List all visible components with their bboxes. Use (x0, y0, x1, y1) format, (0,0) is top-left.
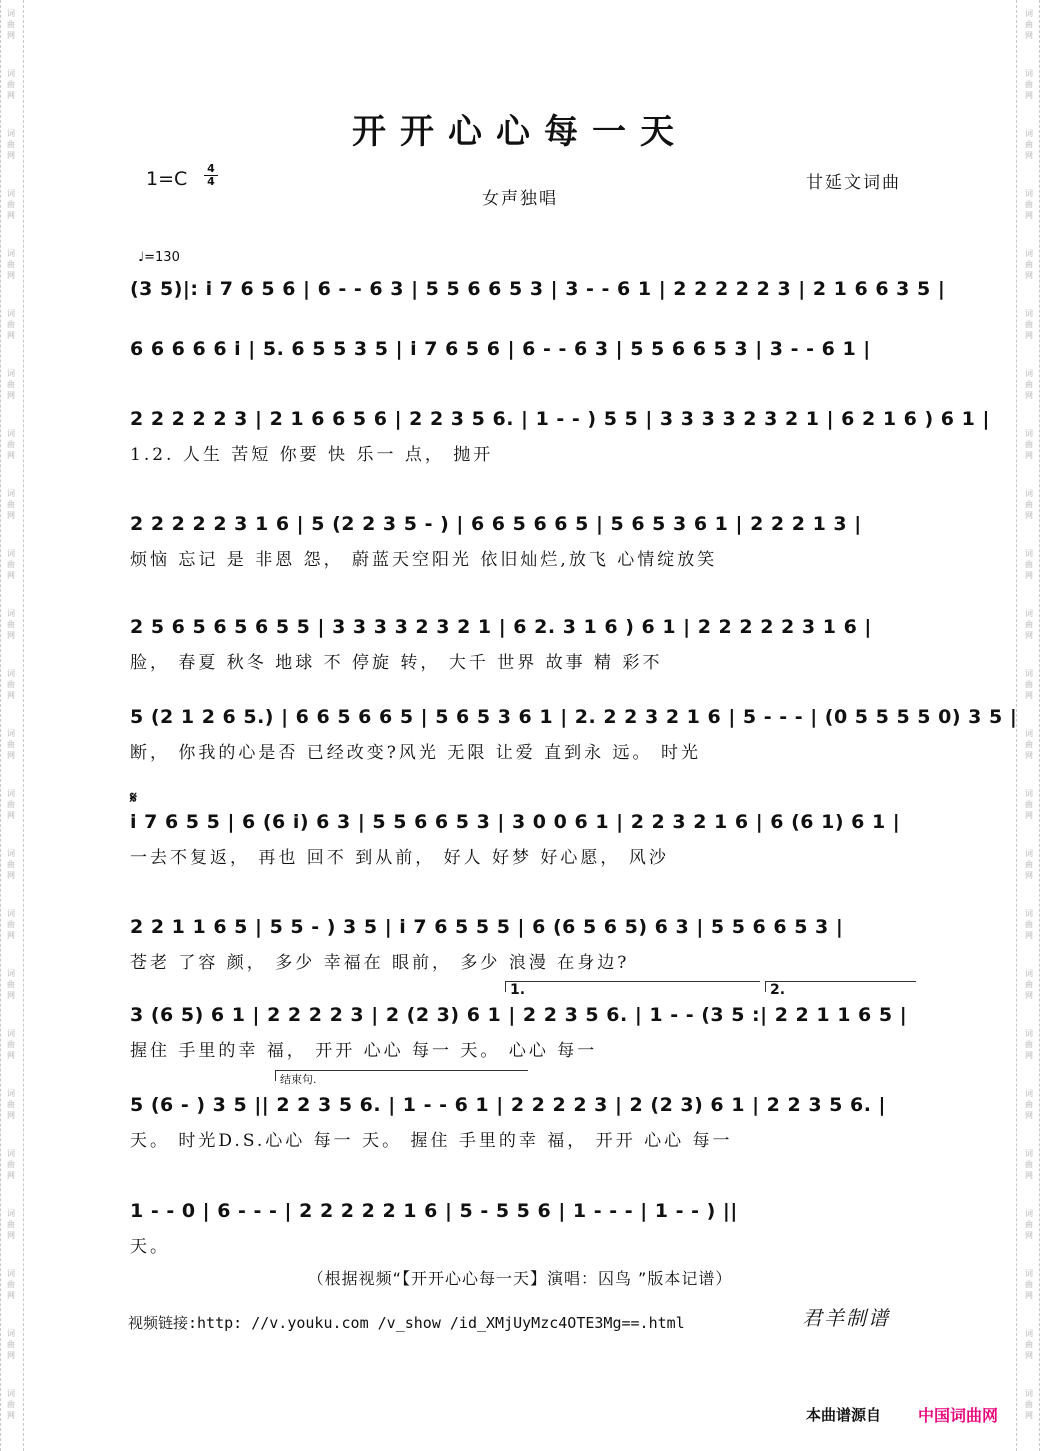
performance-type: 女声独唱 (482, 189, 558, 209)
watermark-text: 词 曲 网 (1025, 189, 1033, 220)
watermark-text: 词 曲 网 (7, 549, 15, 580)
notation-row: 2 2 2 2 2 3 1 6 | 5 (2 2 3 5 - ) | 6 6 5 6 6 5 | 5 6 5 3 6 1 | 2 2 2 1 3 | (130, 513, 862, 535)
video-link[interactable]: 视频链接:http: //v.youku.com /v_show /id_XMjUyMzc4OTE3Mg==.html (128, 1314, 685, 1332)
watermark-text: 词 曲 网 (1025, 369, 1033, 400)
watermark-text: 词 曲 网 (7, 189, 15, 220)
watermark-text: 词 曲 网 (7, 1269, 15, 1300)
watermark-text: 词 曲 网 (1025, 489, 1033, 520)
notation-row: 2 2 1 1 6 5 | 5 5 - ) 3 5 | i 7 6 5 5 5 | 6 (6 5 6 5) 6 3 | 5 5 6 6 5 3 | (130, 916, 844, 938)
watermark-text: 词 曲 网 (7, 1389, 15, 1420)
watermark-text: 词 曲 网 (7, 909, 15, 940)
watermark-text: 词 曲 网 (1025, 849, 1033, 880)
watermark-text: 词 曲 网 (1025, 549, 1033, 580)
watermark-text: 词 曲 网 (7, 1209, 15, 1240)
watermark-text: 词 曲 网 (7, 969, 15, 1000)
lyrics-row: 天。 时光D.S.心心 每一 天。 握住 手里的幸 福， 开开 心心 每一 (130, 1131, 733, 1151)
volta-first-bracket (505, 981, 760, 992)
watermark-text: 词 曲 网 (7, 309, 15, 340)
notation-row: 5 (6 - ) 3 5 || 2 2 3 5 6. | 1 - - 6 1 | 2 2 2 2 3 | 2 (2 3) 6 1 | 2 2 3 5 6. | (130, 1094, 886, 1116)
watermark-text: 词 曲 网 (1025, 1089, 1033, 1120)
volta-second-label: 2. (770, 982, 786, 998)
volta-second-bracket (765, 981, 916, 992)
transcription-note: （根据视频“【开开心心每一天】演唱：囚鸟 ”版本记谱） (307, 1269, 733, 1288)
watermark-text: 词 曲 网 (1025, 69, 1033, 100)
watermark-text: 词 曲 网 (7, 1029, 15, 1060)
lyrics-row: 脸， 春夏 秋冬 地球 不 停旋 转， 大千 世界 故事 精 彩不 (130, 653, 663, 673)
time-signature-bottom: 4 (207, 175, 215, 188)
lyrics-row: 烦恼 忘记 是 非恩 怨， 蔚蓝天空阳光 依旧灿烂,放飞 心情绽放笑 (130, 550, 718, 570)
segno-sign: 𝄋 (130, 788, 137, 807)
watermark-text: 词 曲 网 (7, 489, 15, 520)
watermark-text: 词 曲 网 (7, 609, 15, 640)
notation-row: 2 5 6 5 6 5 6 5 5 | 3 3 3 3 2 3 2 1 | 6 2. 3 1 6 ) 6 1 | 2 2 2 2 2 3 1 6 | (130, 616, 872, 638)
lyrics-row: 一去不复返， 再也 回不 到从前， 好人 好梦 好心愿， 风沙 (130, 848, 669, 868)
watermark-text: 词 曲 网 (7, 789, 15, 820)
watermark-text: 词 曲 网 (7, 729, 15, 760)
time-signature-top: 4 (207, 162, 215, 175)
watermark-text: 词 曲 网 (7, 129, 15, 160)
watermark-text: 词 曲 网 (1025, 909, 1033, 940)
watermark-text: 词 曲 网 (7, 1329, 15, 1360)
watermark-text: 词 曲 网 (1025, 9, 1033, 40)
watermark-text: 词 曲 网 (1025, 129, 1033, 160)
watermark-text: 词 曲 网 (7, 249, 15, 280)
watermark-text: 词 曲 网 (7, 1149, 15, 1180)
watermark-text: 词 曲 网 (7, 69, 15, 100)
volta-first-label: 1. (510, 982, 526, 998)
watermark-text: 词 曲 网 (7, 369, 15, 400)
transcriber-signature: 君羊制谱 (802, 1306, 890, 1330)
notation-row: 6 6 6 6 6 i | 5. 6 5 5 3 5 | i 7 6 5 6 | 6 - - 6 3 | 5 5 6 6 5 3 | 3 - - 6 1 | (130, 338, 871, 360)
watermark-text: 词 曲 网 (1025, 669, 1033, 700)
watermark-text: 词 曲 网 (1025, 309, 1033, 340)
notation-row: (3 5)|: i 7 6 5 6 | 6 - - 6 3 | 5 5 6 6 5 3 | 3 - - 6 1 | 2 2 2 2 2 3 | 2 1 6 6 3 5 | (130, 278, 946, 300)
source-site-link[interactable]: 中国词曲网 (918, 1406, 999, 1425)
key-signature: 1=C (146, 168, 188, 190)
notation-row: 5 (2 1 2 6 5.) | 6 6 5 6 6 5 | 5 6 5 3 6 1 | 2. 2 2 3 2 1 6 | 5 - - - | (0 5 5 5 5 0) 3 5 | (130, 706, 1018, 728)
watermark-text: 词 曲 网 (1025, 249, 1033, 280)
watermark-text: 词 曲 网 (1025, 1209, 1033, 1240)
notation-row: 3 (6 5) 6 1 | 2 2 2 2 3 | 2 (2 3) 6 1 | 2 2 3 5 6. | 1 - - (3 5 :| 2 2 1 1 6 5 | (130, 1004, 908, 1026)
watermark-text: 词 曲 网 (1025, 969, 1033, 1000)
notation-row: 1 - - 0 | 6 - - - | 2 2 2 2 2 1 6 | 5 - 5 5 6 | 1 - - - | 1 - - ) || (130, 1200, 738, 1222)
notation-row: i 7 6 5 5 | 6 (6 i) 6 3 | 5 5 6 6 5 3 | 3 0 0 6 1 | 2 2 3 2 1 6 | 6 (6 1) 6 1 | (130, 811, 901, 833)
lyrics-row: 握住 手里的幸 福， 开开 心心 每一 天。 心心 每一 (130, 1041, 598, 1061)
watermark-text: 词 曲 网 (1025, 1329, 1033, 1360)
watermark-text: 词 曲 网 (1025, 609, 1033, 640)
lyrics-row: 苍老 了容 颜， 多少 幸福在 眼前， 多少 浪漫 在身边? (130, 953, 630, 973)
watermark-text: 词 曲 网 (1025, 789, 1033, 820)
watermark-text: 词 曲 网 (1025, 1149, 1033, 1180)
tempo-marking: ♩=130 (138, 250, 180, 265)
song-title: 开开心心每一天 (352, 112, 688, 152)
watermark-text: 词 曲 网 (7, 849, 15, 880)
watermark-text: 词 曲 网 (1025, 1269, 1033, 1300)
lyrics-row: 断， 你我的心是否 已经改变?风光 无限 让爱 直到永 远。 时光 (130, 743, 701, 763)
watermark-text: 词 曲 网 (1025, 729, 1033, 760)
ending-label: 结束句. (280, 1073, 317, 1086)
watermark-text: 词 曲 网 (7, 1089, 15, 1120)
watermark-text: 词 曲 网 (7, 669, 15, 700)
watermark-text: 词 曲 网 (1025, 429, 1033, 460)
watermark-text: 词 曲 网 (7, 429, 15, 460)
watermark-text: 词 曲 网 (1025, 1029, 1033, 1060)
lyrics-row: 天。 (130, 1237, 170, 1257)
watermark-text: 词 曲 网 (1025, 1389, 1033, 1420)
watermark-text: 词 曲 网 (7, 9, 15, 40)
composer-credit: 甘延文词曲 (806, 173, 901, 193)
notation-row: 2 2 2 2 2 3 | 2 1 6 6 5 6 | 2 2 3 5 6. | 1 - - ) 5 5 | 3 3 3 3 2 3 2 1 | 6 2 1 6 ) 6 1 | (130, 408, 990, 430)
source-label: 本曲谱源自 (806, 1406, 882, 1424)
lyrics-row: 1.2. 人生 苦短 你要 快 乐一 点， 抛开 (130, 445, 494, 465)
